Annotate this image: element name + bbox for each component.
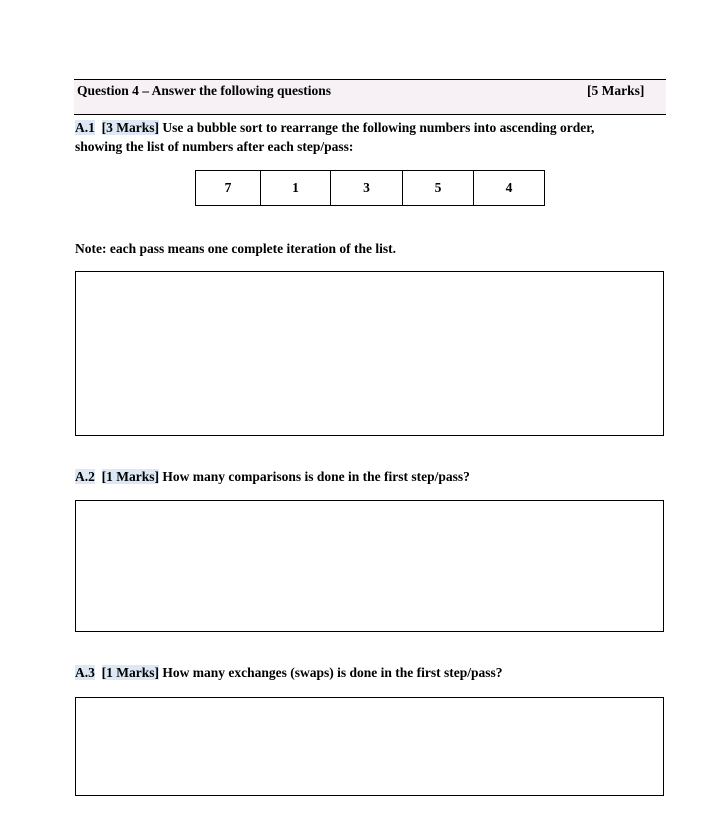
a3-prompt xyxy=(75,664,503,682)
a1-note: Note: each pass means one complete iteration of the list. xyxy=(75,241,396,256)
a2-text: How many comparisons is done in the first step/pass? xyxy=(162,469,470,484)
a3-text: How many exchanges (swaps) is done in the first step/pass? xyxy=(162,665,503,680)
numbers-row xyxy=(196,171,545,206)
number-cell: 1 xyxy=(261,171,331,206)
number-cell: 4 xyxy=(474,171,545,206)
a2-marks: [1 Marks] xyxy=(101,469,159,484)
a3-label: A.3 xyxy=(75,665,95,680)
numbers-table xyxy=(195,170,545,206)
a1-text-line1: Use a bubble sort to rearrange the following numbers into ascending order, xyxy=(162,120,595,135)
a1-marks: [3 Marks] xyxy=(101,120,159,135)
a1-label: A.1 xyxy=(75,120,95,135)
number-cell: 5 xyxy=(403,171,474,206)
a3-marks: [1 Marks] xyxy=(101,665,159,680)
a1-prompt-line1 xyxy=(75,119,594,137)
a1-answer-box[interactable] xyxy=(75,271,664,436)
a2-prompt xyxy=(75,468,470,486)
question-total-marks: [5 Marks] xyxy=(587,83,645,98)
a2-label: A.2 xyxy=(75,469,95,484)
number-cell: 3 xyxy=(331,171,403,206)
a3-answer-box[interactable] xyxy=(75,697,664,796)
a2-answer-box[interactable] xyxy=(75,500,664,632)
a1-text-line2: showing the list of numbers after each step/pass: xyxy=(75,139,354,154)
question-title: Question 4 – Answer the following questions xyxy=(77,83,332,98)
number-cell: 7 xyxy=(196,171,261,206)
